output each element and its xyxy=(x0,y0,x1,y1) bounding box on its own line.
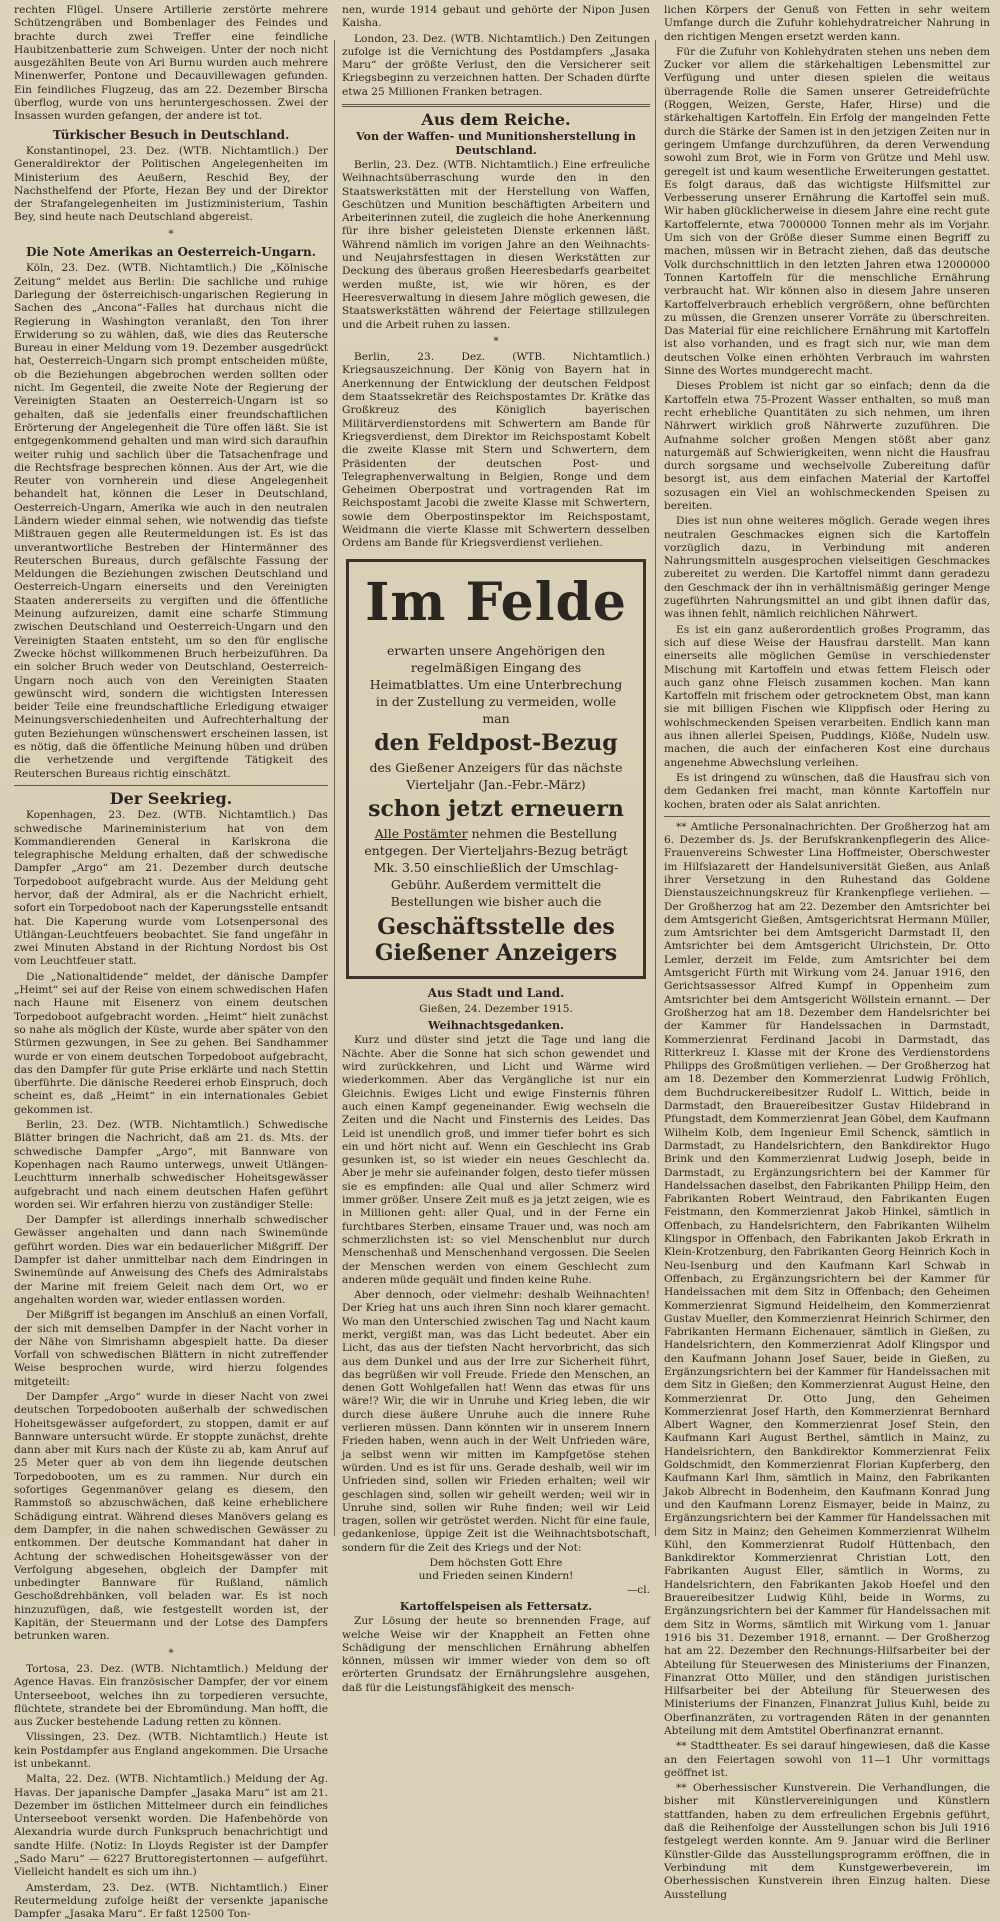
article-paragraph: Konstantinopel, 23. Dez. (WTB. Nichtamtlich.) Der Generaldirektor der Politischen Angelegenheiten im Ministerium des Aeußern, Reschid Bey, der Nachsthelfend der Pforte, Hezan Bey und der Direktor der Strafangelegenheiten im Justizministerium, Tashin Bey, sind heute nach Deutschland abgereist. xyxy=(14,144,328,224)
article-paragraph: Berlin, 23. Dez. (WTB. Nichtamtlich.) Kriegsauszeichnung. Der König von Bayern hat in Anerkennung der Entwicklung der deutschen Feldpost dem Staatssekretär des Reichspostamtes Dr. Krätke das Großkreuz des Königlich bayerischen Militärverdienstordens mit Schwertern am Bande für Kriegsverdienst, dem Direktor im Reichspostamt Kobelt die zweite Klasse mit Stern und Schwertern, dem Präsidenten der deutschen Post- und Telegraphenverwaltung in Belgien, Ronge und dem Geheimen Oberpostrat und vortragenden Rat im Reichspostamt Jacobi die zweite Klasse mit Schwertern, sowie dem Oberpostinspektor im Reichspostamt, Weidmann die vierte Klasse mit Schwertern desselben Ordens am Bande für Kriegsverdienst verliehen. xyxy=(342,351,650,550)
article-paragraph: Die „Nationaltidende“ meldet, der dänische Dampfer „Heimt“ sei auf der Reise von einem schwedischen Hafen nach Haune mit Eisenerz von einem deutschen Torpedoboot aufgebracht worden. „Heimt“ hielt zunächst so nahe als möglich der Küste, wurde aber später von den Stürmen gezwungen, in See zu gehen. Bei Sandhammer wurde er von einem deutschen Torpedoboot aufgebracht, das den Dampfer für gute Prise erklärte und nach Stettin überführte. Die dänische Reederei erhob Einspruch, doch scheint es, daß „Heimt“ in ein internationales Gebiet gekommen ist. xyxy=(14,970,328,1116)
subheadline-kartoffelspeisen: Kartoffelspeisen als Fettersatz. xyxy=(399,1599,593,1613)
column-2 xyxy=(336,4,656,1694)
article-paragraph: Amsterdam, 23. Dez. (WTB. Nichtamtlich.) Einer Reutermeldung zufolge heißt der versenkte japanische Dampfer „Jasaka Maru“. Er faßt 12500 Ton- xyxy=(14,1881,328,1921)
advertisement-feldpost xyxy=(346,559,646,979)
article-paragraph: Berlin, 23. Dez. (WTB. Nichtamtlich.) Eine erfreuliche Weihnachtsüberraschung wurde den in den Staatswerkstätten mit der Herstellung von Waffen, Geschützen und Munition beschäftigten Arbeitern und Arbeiterinnen zuteil, die zugleich die hohe Anerkennung für ihre bisher geleisteten Dienste erkennen läßt. Während nämlich im vorigen Jahre an den Weihnachts- und Neujahrsfesttagen in diesen Werkstätten zur Deckung des überaus großen Heeresbedarfs gearbeitet werden mußte, ist, wie wir hören, es der Heeresverwaltung in diesem Jahre möglich gewesen, die Staatswerkstätten während der Feiertage stillzulegen und die Arbeit ruhen zu lassen. xyxy=(342,158,650,331)
subheadline-waffen: Von der Waffen- und Munitionsherstellung in Deutschland. xyxy=(356,130,636,157)
ad-headline: schon jetzt erneuern xyxy=(368,795,624,822)
headline-aus-dem-reiche: Aus dem Reiche. xyxy=(421,110,571,130)
article-paragraph: Aber dennoch, oder vielmehr: deshalb Weihnachten! Der Krieg hat uns auch ihren Sinn noch klarer gemacht. Wo man den Unterschied zwischen Tag und Nacht kaum merkt, vergißt man, was das Licht bedeutet. Aber ein Licht, das aus der tiefsten Nacht hervorbricht, das sich aus dem Dunkel und aus der Irre zur Sicherheit führt, das begrüßen wir voll Freude. Friede den Menschen, an denen Gott Wohlgefallen hat! Wenn das etwas für uns wäre!? Wir, die wir in Unruhe und Krieg leben, die wir durch diese äußere Unruhe auch die innere Ruhe verlieren müssen. Dann könnten wir in unserem Innern Frieden haben, wenn auch in der Welt Unfrieden wäre, ja selbst wenn wir mitten im Kampfgetöse stehen würden. Und es ist für uns. Gerade deshalb, weil wir im Unfrieden sind, sollen wir Frieden erhalten; weil wir geschlagen sind, sollen wir geheilt werden; weil wir in Unruhe sind, sollen wir Ruhe finden; weil wir Leid tragen, sollen wir getröstet werden. Nicht für eine faule, gedankenlose, üppige Zeit ist die Weihnachtsbotschaft, sondern für die Zeit des Kriegs und der Not: xyxy=(342,1289,650,1554)
ad-text: nehmen die Bestellung entgegen. Der Vierteljahrs-Bezug beträgt Mk. 3.50 einschließlich der Umschlag-Gebühr. Außerdem vermittelt die Bestellungen wie bisher auch die xyxy=(364,825,628,909)
article-paragraph: nen, wurde 1914 gebaut und gehörte der Nipon Jusen Kaisha. xyxy=(342,4,650,30)
article-paragraph: ** Amtliche Personalnachrichten. Der Großherzog hat am 6. Dezember ds. Js. der Berufskrankenpflegerin des Alice-Frauenvereins Schwester Lina Hoffmeister, Oberschwester im Hilfslazarett der Handelsuniversität Gießen, aus Anlaß ihrer Versetzung in den Ruhestand das Goldene Dienstauszeichnungskreuz für Krankenpflege verliehen. — Der Großherzog hat am 22. Dezember den Amtsrichter bei dem Amtsgericht Gießen, Amtsgerichtsrat Hermann Müller, zum Amtsrichter bei dem Amtsgericht Darmstadt II, den Amtsrichter bei dem Amtsgericht Ulrichstein, Dr. Otto Lemler, derzeit im Felde, zum Amtsrichter bei dem Amtsgericht Fürth mit Wirkung vom 24. Januar 1916, den Gerichtsassessor Alfred Kumpf in Oppenheim zum Amtsrichter bei dem Amtsgericht Wöllstein ernannt. — Der Großherzog hat am 18. Dezember dem Handelsrichter bei der Kammer für Handelssachen in Darmstadt, Kommerzienrat Ferdinand Jacobi in Darmstadt, das Ritterkreuz I. Klasse mit der Krone des Verdienstordens Philipps des Großmütigen verliehen. — Der Großherzog hat am 18. Dezember den Kommerzienrat Ludwig Fröhlich, dem Buchdruckereibesitzer Rudolf L. Wittich, beide in Darmstadt, den Brauereibesitzer Gustav Hildebrand in Pfungstadt, dem Kommerzienrat Jean Göbel, dem Kaufmann Wilhelm Kolb, dem Ingenieur Emil Schenck, sämtlich in Darmstadt, zu Handelsrichtern, den Bankdirektor Hugo Brink und den Kommerzienrat Ludwig Joseph, beide in Darmstadt, zu Ergänzungsrichtern bei der Kammer für Handelssachen daselbst, den Fabrikanten Philipp Heim, den Fabrikanten Robert Weintraud, den Fabrikanten Eugen Feistmann, den Kommerzienrat Jakob Hinkel, sämtlich in Offenbach, zu Handelsrichtern, den Fabrikanten Wilhelm Klingspor in Offenbach, den Fabrikanten Jakob Erkrath in Klein-Krotzenburg, den Fabrikanten Georg Heinrich Koch in Neu-Isenburg und den Kaufmann Karl Schwab in Offenbach, zu Ergänzungsrichtern bei der Kammer für Handelssachen mit dem Sitz in Offenbach; den Geheimen Kommerzienrat Sigmund Heidelheim, den Kommerzienrat Gustav Mueller, den Kommerzienrat Heinrich Schirmer, den Fabrikanten Hermann Eichenauer, sämtlich in Gießen, zu Handelsrichtern, den Kommerzienrat Adolf Klingspor und den Kaufmann Johann Josef Sauer, beide in Gießen, zu Ergänzungsrichtern bei der Kammer für Handelssachen mit dem Sitz in Gießen; den Kommerzienrat August Heine, den Kommerzienrat Dr. Otto Jung, den Geheimen Kommerzienrat Josef Harth, den Kommerzienrat Bernhard Albert Wagner, den Kommerzienrat Josef Stein, den Kaufmann Karl August Berthel, sämtlich in Mainz, zu Handelsrichtern, den Bankdirektor Kommerzienrat Felix Goldschmidt, den Kommerzienrat Florian Kupferberg, den Kaufmann Karl Ihm, sämtlich in Mainz, den Fabrikanten Jakob Albrecht in Bodenheim, den Kaufmann Konrad Jung und den Kaufmann Lorenz Eismayer, beide in Mainz, zu Ergänzungsrichtern bei der Kammer für Handelssachen mit dem Sitz in Mainz; den Geheimen Kommerzienrat Wilhelm Kühl, den Kommerzienrat Rudolf Hüttenbach, den Bankdirektor Kommerzienrat Christian Lott, den Fabrikanten August Eller, sämtlich in Worms, zu Handelsrichtern, den Fabrikanten Jakob Hoefel und den Brauereibesitzer Ludwig Kühl, beide in Worms, zu Ergänzungsrichtern bei der Kammer für Handelssachen mit dem Sitz in Worms, sämtlich mit Wirkung vom 1. Januar 1916 bis 31. Dezember 1918, ernannt. — Der Großherzog hat am 22. Dezember den Rechnungs-Hilfsarbeiter bei der Abteilung für Steuerwesen des Ministeriums der Finanzen, Finanzrat Otto Müller, und den ständigen juristischen Hilfsarbeiter bei der Abteilung für Steuerwesen des Ministeriums der Finanzen, Finanzrat Julius Kuhl, beide zu Oberfinanzräten, zu vortragenden Räten in der genannten Abteilung mit dem Amtstitel Oberfinanzrat ernannt. xyxy=(664,820,990,1737)
headline-america-note: Die Note Amerikas an Oesterreich-Ungarn. xyxy=(26,245,316,260)
verse-line: und Frieden seinen Kindern! xyxy=(418,1570,574,1583)
ad-text: erwarten unsere Angehörigen den regelmäßigen Eingang des Heimatblattes. Um eine Unterbrechung in der Zustellung zu vermeiden, wolle man xyxy=(369,642,623,726)
article-paragraph: London, 23. Dez. (WTB. Nichtamtlich.) Den Zeitungen zufolge ist die Vernichtung des Postdampfers „Jasaka Maru“ der größte Verlust, den die Versicherer seit Kriegsbeginn zu verzeichnen hatten. Der Schaden dürfte etwa 25 Millionen Franken betragen. xyxy=(342,32,650,98)
column-3 xyxy=(658,4,996,1901)
ad-footer: Geschäftsstelle des Gießener Anzeigers xyxy=(374,913,618,966)
headline-seekrieg: Der Seekrieg. xyxy=(109,788,233,808)
divider xyxy=(342,104,650,107)
ad-text: des Gießener Anzeigers für das nächste Vierteljahr (Jan.-Febr.-März) xyxy=(369,759,623,792)
article-paragraph: Kopenhagen, 23. Dez. (WTB. Nichtamtlich.) Das schwedische Marineministerium hat von dem Kommandierenden General in Karlskrona die telegraphische Meldung erhalten, daß der schwedische Dampfer „Argo“ am 21. Dezember durch deutsche Torpedoboot aufgebracht wurde. Aus der Meldung geht hervor, daß der Admiral, als er die Nachricht erhielt, sofort ein Torpedoboot nach der Kaperungsstelle entsandt hat. Die Kaperung wurde vom Lotsenpersonal des Utlängan-Leuchtfeuers beobachtet. Sie fand ungefähr in zwei Minuten Abstand in der Richtung Nordost bis Ost vom Leuchtfeuer statt. xyxy=(14,809,328,968)
article-paragraph: Der Mißgriff ist begangen im Anschluß an einen Vorfall, der sich mit demselben Dampfer in der Nacht vorher in der Nähe von Simrishamn abgespielt hatte. Da dieser Vorfall von schwedischen Blättern in nicht zutreffender Weise besprochen wurde, wird hierzu folgendes mitgeteilt: xyxy=(14,1309,328,1388)
article-paragraph: Tortosa, 23. Dez. (WTB. Nichtamtlich.) Meldung der Agence Havas. Ein französischer Dampfer, der vor einem Unterseeboot, welches ihn zu torpedieren versuchte, flüchtete, strandete bei der Ebromündung. Man hofft, die aus Zucker bestehende Ladung retten zu können. xyxy=(14,1662,328,1729)
article-paragraph: Zur Lösung der heute so brennenden Frage, auf welche Weise wir der Knappheit an Fetten ohne Schädigung der menschlichen Ernährung abhelfen können, müssen wir immer wieder von dem so oft erörterten Grundsatz der Ernährungslehre ausgehen, daß für die Leistungsfähigkeit des mensch- xyxy=(342,1615,650,1694)
article-paragraph: Der Dampfer ist allerdings innerhalb schwedischer Gewässer angehalten und dann nach Swinemünde geführt worden. Dies war ein bedauerlicher Mißgriff. Der Dampfer ist daher unmittelbar nach dem Eindringen in Swinemünde auf Anweisung des Chefs des Admiralstabs der Marine mit freiem Geleit nach dem Ort, wo er angehalten worden war, wieder entlassen worden. xyxy=(14,1214,328,1306)
divider xyxy=(664,816,990,817)
article-paragraph: Vlissingen, 23. Dez. (WTB. Nichtamtlich.) Heute ist kein Postdampfer aus England angekommen. Die Ursache ist unbekannt. xyxy=(14,1731,328,1770)
ad-headline: den Feldpost-Bezug xyxy=(374,729,618,756)
article-paragraph: Für die Zufuhr von Kohlehydraten stehen uns neben dem Zucker vor allem die stärkehaltigen Lebensmittel zur Verfügung und unter diesen spielen die weitaus überragende Rolle die Samen unserer Getreidefrüchte (Roggen, Weizen, Gerste, Hafer, Hirse) und die stärkehaltigen Kartoffeln. Ein Erfolg der mangelnden Fette durch die Stärke der Samen ist in den jetzigen Zeiten nur in geringem Umfange durchzuführen, da deren Verwendung sowohl zum Brot, wie in Form von Grütze und Mehl usw. geregelt ist und kaum wesentliche Erweiterungen gestattet. Es folgt daraus, daß das wichtigste Hilfsmittel zur Verbesserung unserer Ernährung die Kartoffel sein muß. Wir haben glücklicherweise in diesem Jahre eine recht gute Kartoffelernte, etwa 7000000 Tonnen mehr als im Vorjahr. Um sich von der Größe dieser Summe einen Begriff zu machen, müssen wir in Betracht ziehen, daß das deutsche Volk durchschnittlich in den letzten Jahren etwa 12000000 Tonnen Kartoffeln für die menschliche Ernährung verbraucht hat. Wir können also in diesem Jahre unseren Kartoffelverbrauch erheblich vergrößern, ohne befürchten zu müssen, die Grenzen unserer Vorräte zu überschreiten. Das Material für eine reichlichere Ernährung mit Kartoffeln ist also vorhanden, und es fragt sich nur, wie man dem deutschen Volke einen erhöhten Verbrauch im wahrsten Sinne des Wortes mundgerecht macht. xyxy=(664,45,990,378)
article-paragraph: Malta, 22. Dez. (WTB. Nichtamtlich.) Meldung der Ag. Havas. Der japanische Dampfer „Jasaka Maru“ ist am 21. Dezember im östlichen Mittelmeer durch ein feindliches Unterseeboot versenkt worden. Die Hafenbehörde von Alexandria wurde durch Funkspruch benachrichtigt und sandte Hilfe. (Notiz: In Lloyds Register ist der Dampfer „Sado Maru“ — 6227 Bruttoregistertonnen — aufgeführt. Vielleicht handelt es sich um ihn.) xyxy=(14,1773,328,1879)
verse-line: Dem höchsten Gott Ehre xyxy=(429,1557,563,1570)
separator-star: * xyxy=(168,227,174,240)
ad-title: Im Felde xyxy=(365,571,627,633)
article-paragraph: Köln, 23. Dez. (WTB. Nichtamtlich.) Die „Kölnische Zeitung“ meldet aus Berlin: Die sachliche und ruhige Darlegung der österreichisch-ungarischen Regierung in Sachen des „Ancona“-Falles hat durchaus nicht die Regierung in Washington veranlaßt, den Ton ihrer Erwiderung so zu wählen, daß, wie dies das Reutersche Bureau in einer Meldung vom 19. Dezember ausgedrückt hat, Oesterreich-Ungarn sich prompt entscheiden müßte, ob die Beziehungen abgebrochen werden sollten oder nicht. Im Gegenteil, die zweite Note der Regierung der Vereinigten Staaten an Oesterreich-Ungarn ist so gehalten, daß sie jedenfalls einer freundschaftlichen Erörterung der Angelegenheit die Türe offen läßt. Sie ist entgegenkommend gehalten und man wird sich daraufhin weiter ruhig und sachlich über die Tatsachenfrage und die Rechtsfrage besprechen können. Aus der Art, wie die Reuter von vornherein und diese Angelegenheit behandelt hat, können die Leser in Deutschland, Oesterreich-Ungarn, Amerika wie auch in den neutralen Ländern wieder einmal sehen, wie notwendig das tiefste Mißtrauen gegen alle Reutermeldungen ist. Es ist das unverantwortliche Bestreben der Hintermänner des Reuterschen Bureaus, durch gefälschte Fassung der Meldungen die Beziehungen zwischen Deutschland und Oesterreich-Ungarn einerseits und den Vereinigten Staaten andererseits zu vergiften und die öffentliche Meinung aufzureizen, damit eine scharfe Stimmung zwischen Deutschland und Oesterreich-Ungarn und den Vereinigten Staaten entsteht, um so den für englische Zwecke höchst willkommenen Bruch herbeizuführen. Da ein solcher Bruch weder von Deutschland, Oesterreich-Ungarn noch auch von den Vereinigten Staaten gewünscht wird, sondern die wichtigsten Interessen beider Teile eine freundschaftliche Erledigung etwaiger Meinungsverschiedenheiten und Aufrechterhaltung der guten Beziehungen wünschenswert erscheinen lassen, ist es nötig, daß die öffentliche Meinung hüben und drüben die verhetzende und vergiftende Tätigkeit des Reuterschen Bureaus richtig einschätzt. xyxy=(14,262,328,780)
headline-turkish-visit: Türkischer Besuch in Deutschland. xyxy=(52,127,290,142)
article-paragraph: Es ist dringend zu wünschen, daß die Hausfrau sich von dem Gedanken frei macht, man könnte Kartoffeln nur kochen, braten oder als Salat anrichten. xyxy=(664,771,990,811)
dateline: Gießen, 24. Dezember 1915. xyxy=(419,1002,573,1015)
subheadline-weihnachtsgedanken: Weihnachtsgedanken. xyxy=(428,1019,564,1033)
separator-star: * xyxy=(493,334,499,347)
article-paragraph: Berlin, 23. Dez. (WTB. Nichtamtlich.) Schwedische Blätter bringen die Nachricht, daß am 21. ds. Mts. der schwedische Dampfer „Argo“, mit Bannware von Kopenhagen nach Raumo unterwegs, unweit Utlängen-Leuchtturm innerhalb schwedischer Hoheitsgewässer aufgebracht und nach einem deutschen Hafen geführt worden sei. Wir erfahren hierzu von zuständiger Stelle: xyxy=(14,1119,328,1211)
column-1 xyxy=(8,4,334,1921)
article-paragraph: Es ist ein ganz außerordentlich großes Programm, das sich auf diese Weise der Hausfrau darstellt. Man kann einerseits alle möglichen Gemüse in verschiedenster Mischung mit Kartoffeln und etwas fettem Fleisch oder auch ganz ohne Fleisch zusammen kochen. Man kann Kartoffeln mit frischem oder getrocknetem Obst, man kann sie mit billigen Fischen wie Klippfisch oder Hering zu wohlschmeckenden Speisen verarbeiten. Endlich kann man aus ihnen allerlei Speisen, Puddings, Klöße, Nudeln usw. machen, die auch der einfacheren Kost eine durchaus angenehme Abwechslung verleihen. xyxy=(664,623,990,769)
column-rule xyxy=(334,40,335,1536)
ad-underlined-text: Alle Postämter xyxy=(374,825,468,841)
article-paragraph: ** Stadttheater. Es sei darauf hingewiesen, daß die Kasse an den Feiertagen sowohl von 11—1 Uhr vormittags geöffnet ist. xyxy=(664,1740,990,1779)
article-paragraph: ** Oberhessischer Kunstverein. Die Verhandlungen, die bisher mit Künstlervereinigungen und Künstlern stattfanden, haben zu dem erfreulichen Ergebnis geführt, daß die Reihenfolge der Ausstellungen schon bis Juli 1916 festgelegt werden konnte. Am 9. Januar wird die Berliner Künstler-Gilde das Ausstellungsprogramm eröffnen, die in Verbindung mit dem Kunstgewerbeverein, im Oberhessischen Kunstverein ihren Einzug halten. Diese Ausstellung xyxy=(664,1782,990,1901)
divider xyxy=(14,785,328,786)
article-paragraph: rechten Flügel. Unsere Artillerie zerstörte mehrere Schützengräben und Bombenlager des Feindes und brachte durch zwei Treffer eine feindliche Haubitzenbatterie zum Schweigen. Unter der noch nicht ausgezählten Beute von Ari Burnu wurden auch mehrere Minenwerfer, Pontone und Decauvillewagen gefunden. Ein feindliches Flugzeug, das am 22. Dezember Birscha überflog, wurde von uns heruntergeschossen. Zwei der Insassen wurden gefangen, der andere ist tot. xyxy=(14,4,328,123)
article-paragraph: Der Dampfer „Argo“ wurde in dieser Nacht von zwei deutschen Torpedobooten außerhalb der schwedischen Hoheitsgewässer aufgefordert, zu stoppen, damit er auf Bannware untersucht würde. Er stoppte zunächst, drehte dann aber mit Kurs nach der Küste zu ab, kam Anruf auf 25 Meter quer ab von dem ihn liegende deutschen Torpedobooten, um es zu rammen. Nur durch ein sofortiges Gegenmanöver gelang es diesem, den Rammstoß so abzuschwächen, daß keine erheblichere Schädigung eintrat. Während dieses Manövers gelang es dem Dampfer, in die nahen schwedischen Gewässer zu entkommen. Der deutsche Kommandant hat daher in Achtung der schwedischen Hoheitsgewässer von der Verfolgung abgesehen, obgleich der Dampfer mit unbedingter Bannware für Rußland, nämlich Geschoßdrehbänken, voll beladen war. Es ist noch hinzuzufügen, daß, wie festgestellt worden ist, der Kapitän, der Steuermann und der Lotse des Dampfers betrunken waren. xyxy=(14,1390,328,1643)
headline-stadt-und-land: Aus Stadt und Land. xyxy=(427,985,565,1000)
separator-star: * xyxy=(168,1646,174,1659)
article-paragraph: lichen Körpers der Genuß von Fetten in sehr weitem Umfange durch die Zufuhr kohlehydratreicher Nahrung in den richtigen Mengen ersetzt werden kann. xyxy=(664,4,990,43)
article-paragraph: Kurz und düster sind jetzt die Tage und lang die Nächte. Aber die Sonne hat sich schon gewendet und wird zurückkehren, und Licht und Wärme wird wiederkommen. Aber das Vergängliche ist nur ein Gleichnis. Ewiges Licht und ewige Finsternis führen auch einen Kampf gegeneinander. Ewig wechseln die Zeiten und die Nacht und Finsternis des Leides. Das Leid ist unendlich groß, und immer tiefer bohrt es sich ein und hört nicht auf. Wenn ein Geschlecht ins Grab gesunken ist, so ist wieder ein neues Geschlecht da. Aber je mehr sie aufeinander folgen, desto tiefer müssen sie es empfinden: alle Qual und aller Schmerz wird immer größer. Unsere Zeit muß es ja jetzt zeigen, wie es in Millionen geht: aller Qual, und in der Ferne ein furchtbares Sterben, einsame Trauer und, was noch am schmerzlichsten ist: so viel Menschenblut nur durch Menschenhaß und Menschenhand vergossen. Die Seelen der Menschen werden von einem Geschlecht zum anderen müde gequält und finden keine Ruhe. xyxy=(342,1034,650,1286)
signature: —cl. xyxy=(626,1583,650,1596)
article-paragraph: Dies ist nun ohne weiteres möglich. Gerade wegen ihres neutralen Geschmackes eignen sich die Kartoffeln vorzüglich dazu, in Verbindung mit anderen Nahrungsmitteln ausgesprochen vielseitigen Geschmackes zubereitet zu werden. Die Kartoffel nimmt dann geradezu den Geschmack der ihn in verhältnismäßig geringer Menge zugeführten Nahrungsmittel an und gibt ihnen dafür das, was ihnen fehlt, nämlich reichlichen Nährwert. xyxy=(664,515,990,621)
ad-text xyxy=(363,825,629,910)
article-paragraph: Dieses Problem ist nicht gar so einfach; denn da die Kartoffeln etwa 75-Prozent Wasser enthalten, so muß man recht erhebliche Quantitäten zu sich nehmen, um ihren Nährwert wirklich groß Nährwerte zuzuführen. Die Aufnahme solcher großen Mengen stößt aber ganz naturgemäß auf Schwierigkeiten, wenn nicht die Hausfrau durch sorgsame und wechselvolle Zubereitung dafür besorgt ist, aus dem einfachen Material der Kartoffel sozusagen ein Viel an wohlschmeckenden Speisen zu bereiten. xyxy=(664,380,990,512)
